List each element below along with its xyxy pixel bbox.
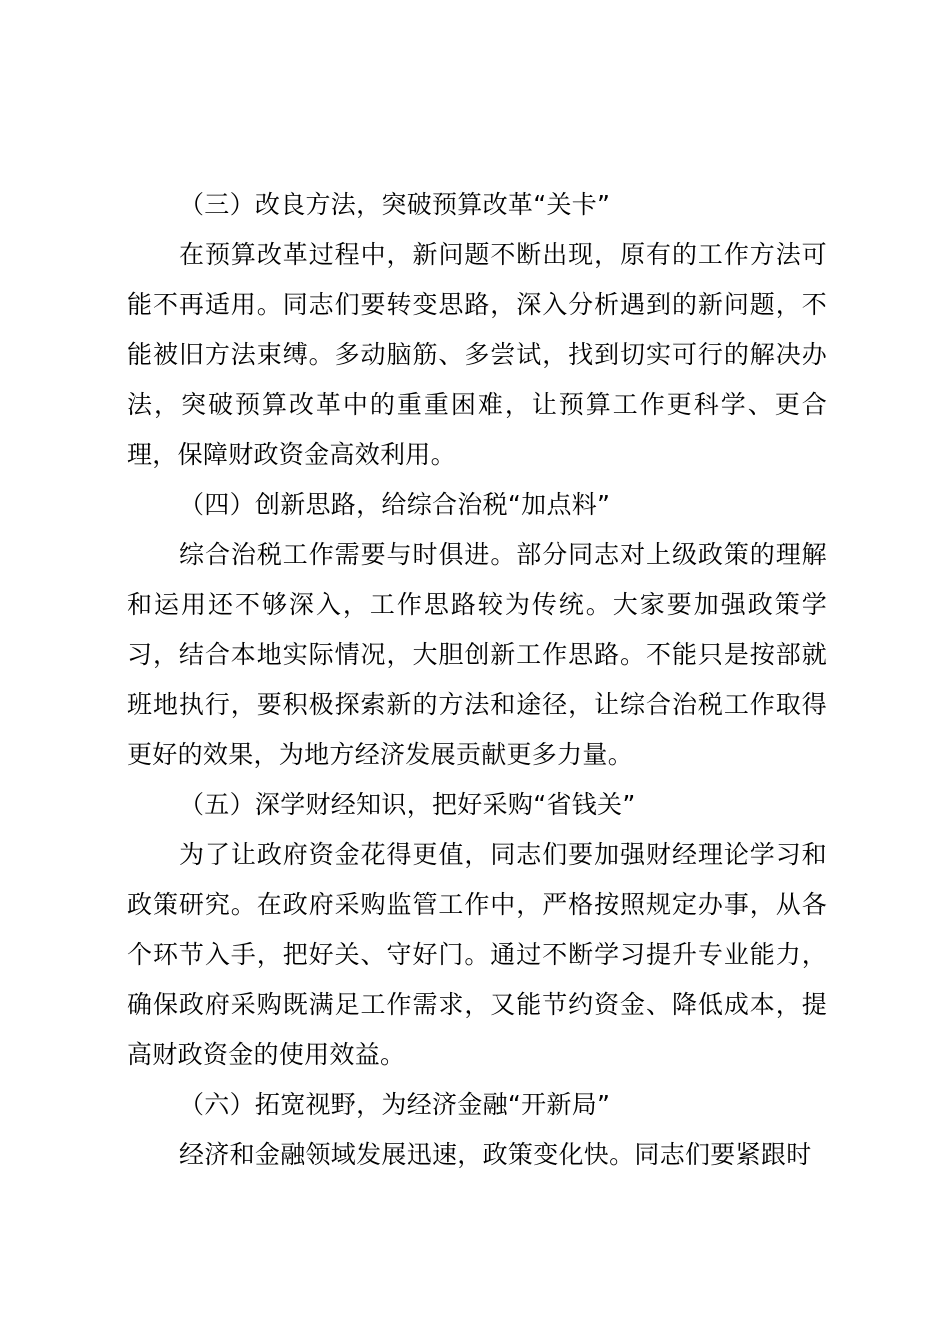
section-heading: （三）改良方法，突破预算改革“关卡”	[179, 190, 611, 219]
section-heading: （六）拓宽视野，为经济金融“开新局”	[179, 1090, 611, 1119]
section-paragraph: 在预算改革过程中，新问题不断出现，原有的工作方法可能不再适用。同志们要转变思路，深入分析遇到的新问题，不能被旧方法束缚。多动脑筋、多尝试，找到切实可行的解决办法，突破预算改革中的重重困难，让预算工作更科学、更合理，保障财政资金高效利用。	[127, 240, 827, 469]
document-body	[127, 180, 827, 1180]
section-heading: （四）创新思路，给综合治税“加点料”	[179, 490, 611, 519]
section-paragraph: 综合治税工作需要与时俱进。部分同志对上级政策的理解和运用还不够深入，工作思路较为传统。大家要加强政策学习，结合本地实际情况，大胆创新工作思路。不能只是按部就班地执行，要积极探索新的方法和途径，让综合治税工作取得更好的效果，为地方经济发展贡献更多力量。	[127, 540, 827, 769]
section-heading: （五）深学财经知识，把好采购“省钱关”	[179, 790, 636, 819]
section-paragraph: 经济和金融领域发展迅速，政策变化快。同志们要紧跟时	[179, 1140, 812, 1169]
section-paragraph: 为了让政府资金花得更值，同志们要加强财经理论学习和政策研究。在政府采购监管工作中，严格按照规定办事，从各个环节入手，把好关、守好门。通过不断学习提升专业能力，确保政府采购既满足工作需求，又能节约资金、降低成本，提高财政资金的使用效益。	[127, 840, 827, 1069]
